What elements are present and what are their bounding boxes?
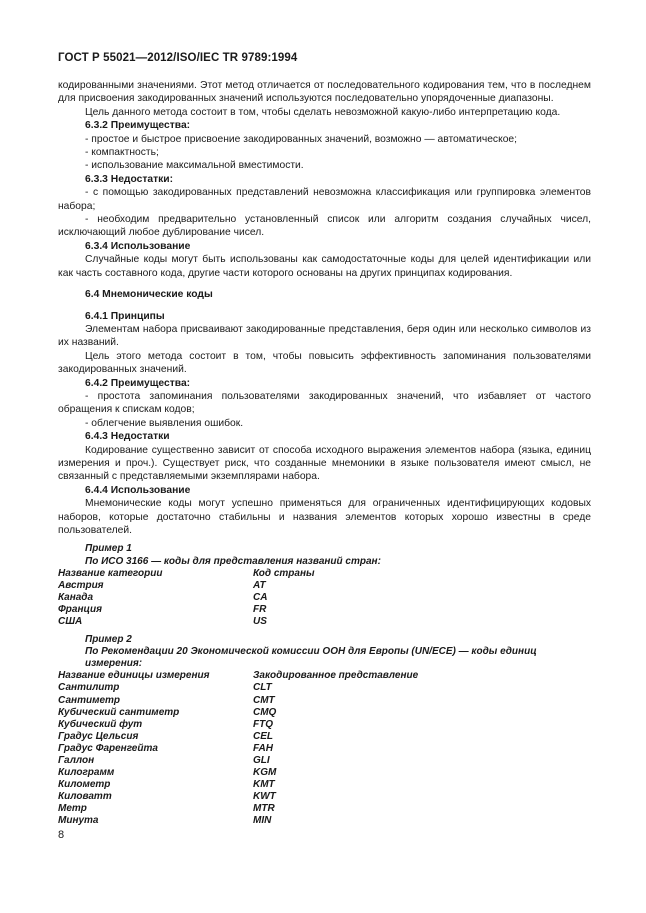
example-label: Пример 2 — [85, 634, 132, 646]
cell-code: FTQ — [253, 718, 273, 730]
table-row — [58, 731, 591, 743]
paragraph: Цель этого метода состоит в том, чтобы повысить эффективность запоминания пользователями закодированных значений. — [58, 350, 591, 376]
table-row — [58, 767, 591, 779]
list-item: - простота запоминания пользователями закодированных значений, что избавляет от частого обращения к спискам кодов; — [58, 390, 591, 416]
cell-name: Сантилитр — [58, 682, 120, 694]
cell-code: CMQ — [253, 706, 277, 718]
cell-name: Килограмм — [58, 767, 115, 779]
cell-code: CMT — [253, 694, 275, 706]
table-row — [58, 779, 591, 791]
column-header: Закодированное представление — [253, 670, 419, 682]
cell-name: США — [58, 615, 83, 627]
cell-code: KWT — [253, 791, 276, 803]
cell-code: FR — [253, 603, 267, 615]
table-row — [58, 803, 591, 815]
document-body — [58, 79, 591, 828]
example-2 — [58, 634, 591, 828]
cell-name: Градус Фаренгейта — [58, 742, 158, 754]
table-row — [58, 682, 591, 694]
cell-name: Киловатт — [58, 791, 112, 803]
table-row — [58, 707, 591, 719]
section-heading-6-4: 6.4 Мнемонические коды — [85, 289, 213, 301]
paragraph: Цель данного метода состоит в том, чтобы сделать невозможной какую-либо интерпретацию кода. — [85, 106, 561, 118]
table-row — [58, 791, 591, 803]
paragraph: Элементам набора присваивают закодированные представления, беря один или несколько символов из их названий. — [58, 323, 591, 349]
table-row — [58, 604, 591, 616]
section-heading-6-3-2: 6.3.2 Преимущества: — [85, 120, 191, 132]
cell-name: Канада — [58, 591, 94, 603]
section-heading-6-4-3: 6.4.3 Недостатки — [85, 431, 170, 443]
table-row — [58, 616, 591, 628]
table-row — [58, 719, 591, 731]
cell-code: KGM — [253, 767, 277, 779]
cell-name: Франция — [58, 603, 102, 615]
cell-name: Метр — [58, 803, 87, 815]
cell-code: MIN — [253, 815, 272, 827]
example-caption: По Рекомендации 20 Экономической комиссии ООН для Европы (UN/ECE) — коды единиц измерения: — [85, 646, 537, 670]
cell-code: FAH — [253, 742, 273, 754]
example-caption: По ИСО 3166 — коды для представления названий стран: — [85, 555, 381, 567]
table-row — [58, 755, 591, 767]
column-header: Название категории — [58, 567, 163, 579]
document-header: ГОСТ Р 55021—2012/ISO/IEC TR 9789:1994 — [58, 52, 298, 64]
list-item: - простое и быстрое присвоение закодированных значений, возможно — автоматическое; — [85, 133, 518, 145]
cell-name: Австрия — [58, 579, 104, 591]
table-row — [58, 743, 591, 755]
page-number: 8 — [58, 829, 65, 841]
cell-name: Минута — [58, 815, 99, 827]
paragraph: кодированными значениями. Этот метод отличается от последовательного кодирования тем, что в последнем для присвоения закодированных значений используются последовательно упорядоченные диапазоны. — [58, 80, 591, 105]
cell-code: CA — [253, 591, 268, 603]
section-heading-6-4-4: 6.4.4 Использование — [85, 484, 191, 496]
table-row — [58, 695, 591, 707]
cell-name: Градус Цельсия — [58, 730, 139, 742]
cell-code: CLT — [253, 682, 272, 694]
section-heading-6-3-4: 6.3.4 Использование — [85, 240, 191, 252]
section-heading-6-3-3: 6.3.3 Недостатки: — [85, 173, 174, 185]
cell-name: Сантиметр — [58, 694, 121, 706]
section-heading-6-4-1: 6.4.1 Принципы — [85, 310, 165, 322]
column-header: Название единицы измерения — [58, 670, 210, 682]
cell-code: MTR — [253, 803, 275, 815]
cell-name: Кубический фут — [58, 718, 143, 730]
cell-name: Галлон — [58, 755, 95, 766]
list-item: - облегчение выявления ошибок. — [85, 417, 244, 429]
list-item: - компактность; — [85, 147, 159, 159]
table-header — [58, 670, 591, 682]
paragraph: Кодирование существенно зависит от способа исходного выражения элементов набора (языка, единиц измерения и проч.). Существует риск, что созданные мнемоники в языке пользователя имеют смысл, не связанный с представляемыми экземплярами набора. — [58, 444, 591, 483]
cell-code: US — [253, 615, 267, 627]
table-row — [58, 592, 591, 604]
table-row — [58, 815, 591, 827]
example-1 — [58, 543, 591, 628]
list-item: - использование максимальной вместимости. — [85, 160, 304, 172]
table-header — [58, 568, 591, 580]
list-item: - необходим предварительно установленный список или алгоритм создания случайных чисел, исключающий любое дублирование чисел. — [58, 214, 591, 239]
paragraph: Случайные коды могут быть использованы как самодостаточные коды для целей идентификации или как часть составного кода, другие части которого основаны на других принципах кодирования. — [58, 254, 591, 279]
table-row — [58, 580, 591, 592]
cell-code: KMT — [253, 779, 275, 791]
cell-name: Кубический сантиметр — [58, 706, 180, 718]
section-heading-6-4-2: 6.4.2 Преимущества: — [85, 377, 191, 389]
list-item: - с помощью закодированных представлений невозможна классификация или группировка элементов набора; — [58, 187, 591, 212]
column-header: Код страны — [253, 567, 315, 579]
cell-name: Километр — [58, 779, 111, 791]
cell-code: AT — [253, 579, 266, 591]
paragraph: Мнемонические коды могут успешно применяться для ограниченных идентифицирующих кодовых наборов, которые достаточно стабильны и названия элементов которых хорошо известны в среде пользователей. — [58, 498, 591, 536]
cell-code: CEL — [253, 730, 273, 742]
cell-code: GLI — [253, 755, 270, 766]
example-label: Пример 1 — [85, 543, 132, 555]
